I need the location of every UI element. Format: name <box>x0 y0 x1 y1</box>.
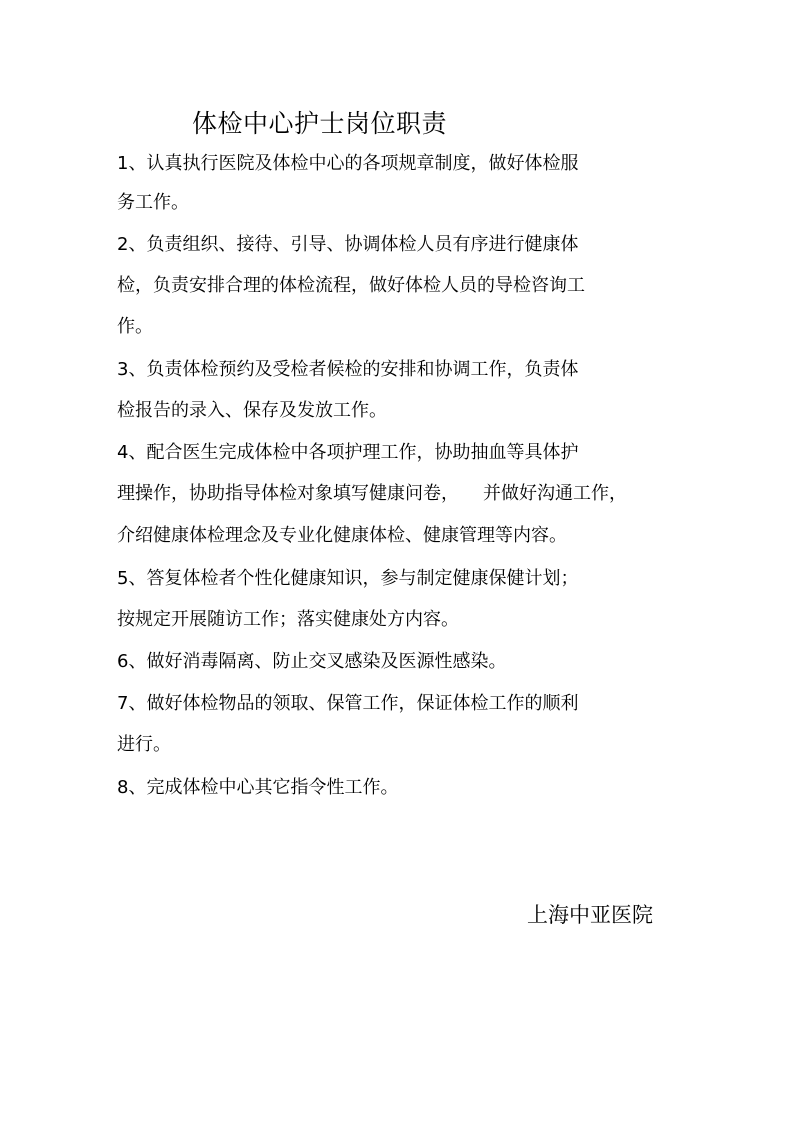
item-6-line-1: 6、做好消毒隔离、防止交叉感染及医源性感染。 <box>117 651 507 672</box>
item-2-line-3: 作。 <box>117 316 153 337</box>
item-2-line-2: 检，负责安排合理的体检流程，做好体检人员的导检咨询工 <box>117 275 585 296</box>
item-3-line-1: 3、负责体检预约及受检者候检的安排和协调工作，负责体 <box>117 359 579 380</box>
signature: 上海中亚医院 <box>527 903 653 927</box>
item-4-line-2-part-b: 并做好沟通工作， <box>483 483 627 504</box>
item-3-line-2: 检报告的录入、保存及发放工作。 <box>117 400 387 421</box>
item-4-line-1: 4、配合医生完成体检中各项护理工作，协助抽血等具体护 <box>117 442 579 463</box>
item-5-line-1: 5、答复体检者个性化健康知识，参与制定健康保健计划； <box>117 568 579 589</box>
document-title: 体检中心护士岗位职责 <box>192 109 448 138</box>
item-2-line-1: 2、负责组织、接待、引导、协调体检人员有序进行健康体 <box>117 234 579 255</box>
item-4-line-2 <box>117 480 627 508</box>
item-4-line-2-part-a: 理操作，协助指导体检对象填写健康问卷， <box>117 483 459 504</box>
item-8-line-1: 8、完成体检中心其它指令性工作。 <box>117 777 399 798</box>
item-7-line-1: 7、做好体检物品的领取、保管工作，保证体检工作的顺利 <box>117 693 579 714</box>
item-5-line-2: 按规定开展随访工作；落实健康处方内容。 <box>117 609 459 630</box>
item-4-line-3: 介绍健康体检理念及专业化健康体检、健康管理等内容。 <box>117 525 567 546</box>
item-7-line-2: 进行。 <box>117 734 171 755</box>
item-1-line-1: 1、认真执行医院及体检中心的各项规章制度，做好体检服 <box>117 153 579 174</box>
item-1-line-2: 务工作。 <box>117 192 189 213</box>
